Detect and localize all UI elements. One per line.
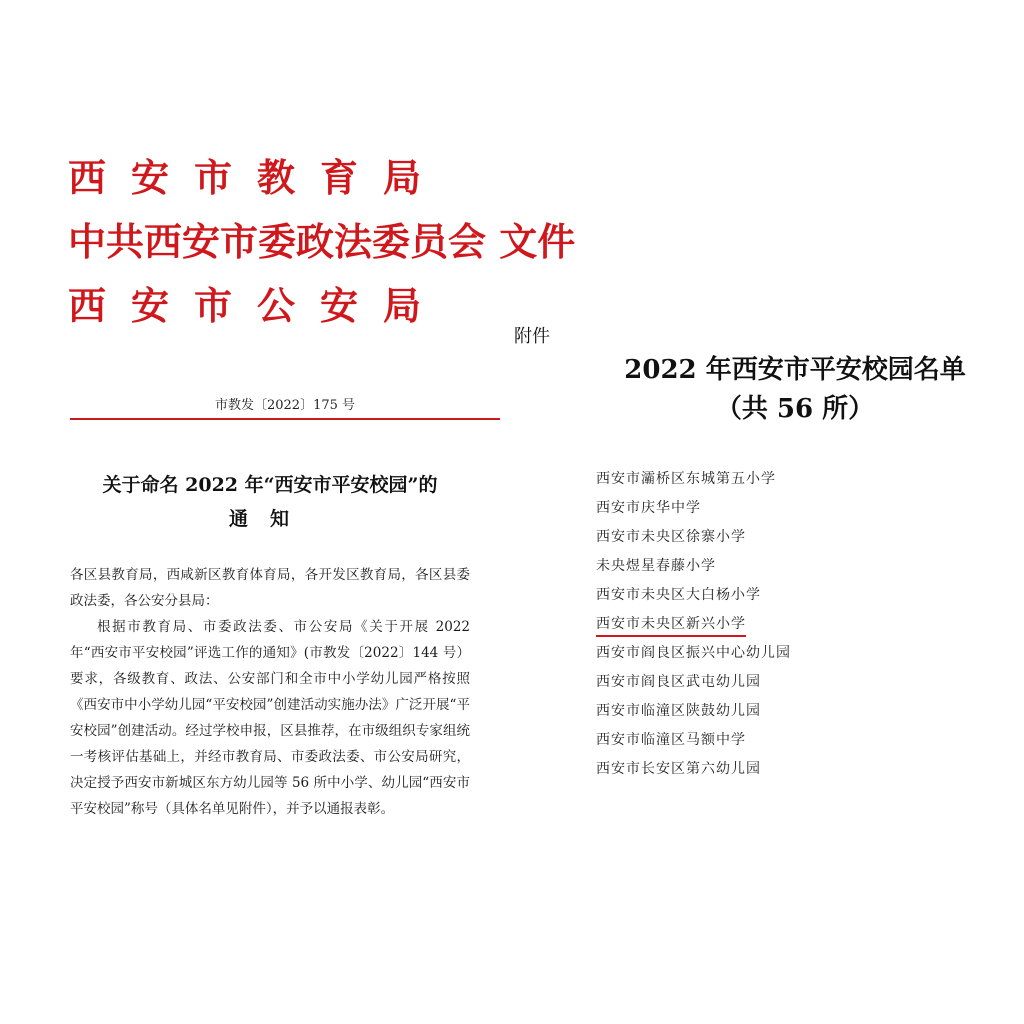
- list-item: 西安市灞桥区东城第五小学: [596, 471, 776, 487]
- notice-title: 关于命名 2022 年“西安市平安校园”的: [102, 474, 438, 496]
- red-divider: [70, 418, 500, 420]
- list-item: 西安市阎良区武屯幼儿园: [596, 674, 761, 690]
- list-title: 2022 年西安市平安校园名单: [624, 355, 966, 385]
- notice-paragraph: 根据市教育局、市委政法委、市公安局《关于开展 2022 年“西安市平安校园”评选工作的通知》(市教发〔2022〕144 号）要求，各级教育、政法、公安部门和全市中小学幼儿园严格按照《西安市中小学幼儿园“平安校园”创建活动实施办法》广泛开展“平安校园”创建活动。经过学校申报，区县推荐，在市级组织专家组统一考核评估基础上，并经市教育局、市委政法委、市公安局研究，决定授予西安市新城区东方幼儿园等 56 所中小学、幼儿园“西安市平安校园”称号（具体名单见附件），并予以通报表彰。: [70, 619, 470, 817]
- notice-title-continued: 通知: [228, 508, 311, 530]
- issuer-political-legal-committee: 中共西安市委政法委员会 文件: [68, 220, 576, 264]
- notice-body: [70, 562, 470, 822]
- issuer-education-bureau: 西安市教育局: [68, 156, 447, 200]
- notice-addressee: 各区县教育局，西咸新区教育体育局，各开发区教育局，各区县委政法委，各公安分县局：: [70, 567, 470, 609]
- list-item: 西安市长安区第六幼儿园: [596, 761, 761, 777]
- document-number: 市教发〔2022〕175 号: [214, 398, 356, 413]
- list-item: 西安市未央区大白杨小学: [596, 587, 761, 603]
- list-item: 西安市临潼区马额中学: [596, 732, 746, 748]
- attachment-label: 附件: [514, 326, 550, 347]
- list-item: 西安市未央区徐寨小学: [596, 529, 746, 545]
- list-item-highlighted: 西安市未央区新兴小学: [596, 616, 746, 632]
- list-item: 未央煜星春藤小学: [596, 558, 716, 574]
- school-list: [596, 465, 791, 784]
- issuer-public-security-bureau: 西安市公安局: [68, 284, 447, 328]
- list-count: （共 56 所）: [715, 394, 875, 424]
- list-item: 西安市庆华中学: [596, 500, 701, 516]
- list-item: 西安市临潼区陕鼓幼儿园: [596, 703, 761, 719]
- list-item: 西安市阎良区振兴中心幼儿园: [596, 645, 791, 661]
